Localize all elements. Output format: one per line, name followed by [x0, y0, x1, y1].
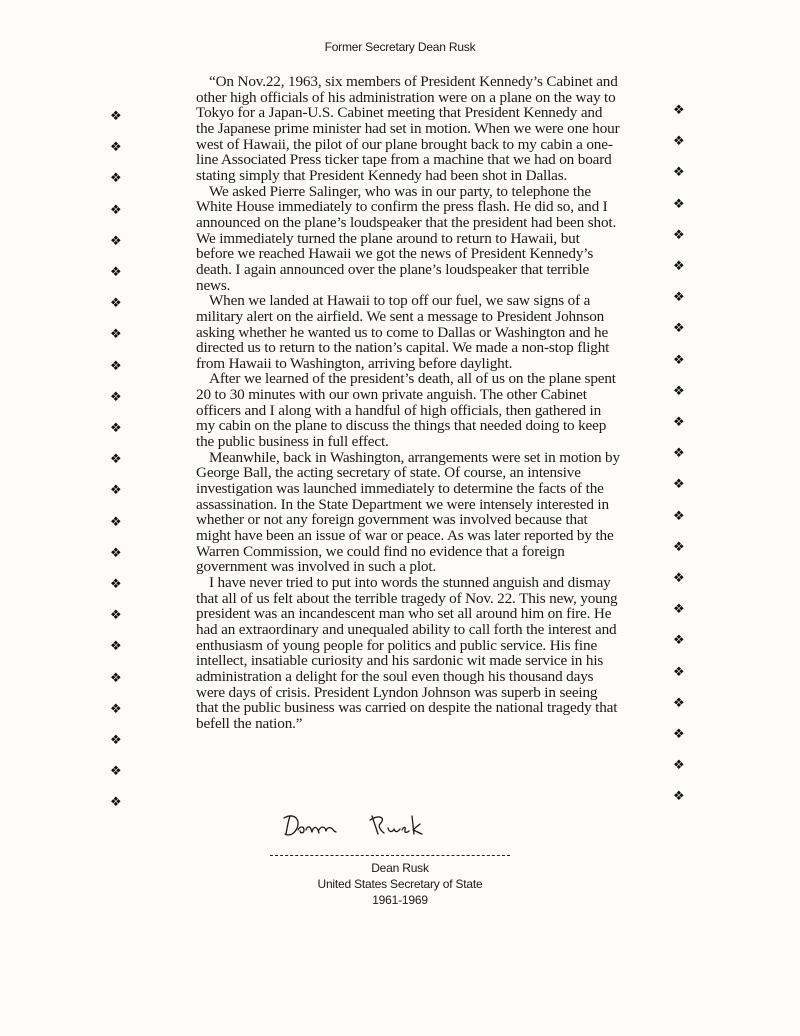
ornament-icon: ❖ — [673, 508, 685, 524]
ornament-icon: ❖ — [110, 233, 122, 249]
ornament-icon: ❖ — [110, 296, 122, 312]
ornament-icon: ❖ — [110, 171, 122, 187]
ornament-icon: ❖ — [673, 227, 685, 243]
ornament-icon: ❖ — [673, 134, 685, 150]
ornament-icon: ❖ — [673, 196, 685, 212]
ornament-icon: ❖ — [110, 452, 122, 468]
ornament-icon: ❖ — [110, 545, 122, 561]
paragraph: When we landed at Hawaii to top off our fuel, we saw signs of a military alert on the airfield. We sent a message to President Johnson asking whether he wanted us to come to Dallas or Washington and he directed us to return to the nation’s capital. We made a non-stop flight from Hawaii to Washington, arriving before daylight. — [196, 292, 610, 372]
ornament-icon: ❖ — [110, 795, 122, 811]
ornament-icon: ❖ — [673, 446, 685, 462]
ornament-icon: ❖ — [110, 483, 122, 499]
ornament-icon: ❖ — [673, 352, 685, 368]
paragraph: “On Nov.22, 1963, six members of President Kennedy’s Cabinet and other high officials of his administration were on a plane on the way to Tokyo for a Japan-U.S. Cabinet meeting that President Kennedy and the Japanese prime minister had set in motion. When we were one hour west of Hawaii, the pilot of our plane brought back to my cabin a one-line Associated Press ticker tape from a machine that we had on board stating simply that President Kennedy had been shot in Dallas. — [196, 73, 620, 184]
paragraph: We asked Pierre Salinger, who was in our party, to telephone the White House immediately to confirm the press flash. He did so, and I announced on the plane’s loudspeaker that the president had been shot. We immediately turned the plane around to return to Hawaii, but before we reached Hawaii we got the news of President Kennedy’s death. I again announced over the plane’s loudspeaker that terrible news. — [196, 182, 617, 294]
ornament-icon: ❖ — [110, 514, 122, 530]
ornament-icon: ❖ — [673, 758, 685, 774]
signer-name: Dean Rusk — [371, 861, 429, 875]
handwritten-signature — [282, 810, 462, 840]
ornament-icon: ❖ — [673, 259, 685, 274]
ornament-icon: ❖ — [673, 664, 685, 680]
signer-title: United States Secretary of State — [317, 877, 483, 891]
ornament-icon: ❖ — [110, 639, 122, 655]
ornament-icon: ❖ — [110, 358, 122, 374]
ornament-icon: ❖ — [673, 321, 685, 337]
ornament-icon: ❖ — [110, 670, 122, 686]
ornament-icon: ❖ — [673, 477, 685, 493]
signer-years: 1961-1969 — [372, 893, 428, 907]
ornament-icon: ❖ — [110, 140, 122, 156]
paragraph: After we learned of the president’s death, all of us on the plane spent 20 to 30 minutes with our own private anguish. The other Cabinet officers and I along with a handful of high officials, then gathered in my cabin on the plane to discuss the things that needed doing to keep the public business in full effect. — [196, 370, 616, 451]
ornament-icon: ❖ — [673, 165, 685, 181]
ornament-icon: ❖ — [673, 602, 685, 618]
ornament-icon: ❖ — [673, 415, 685, 430]
ornament-icon: ❖ — [673, 789, 685, 805]
ornament-icon: ❖ — [673, 571, 685, 586]
ornament-icon: ❖ — [673, 539, 685, 555]
ornament-icon: ❖ — [110, 327, 122, 343]
ornament-icon: ❖ — [673, 103, 685, 118]
paragraph: Meanwhile, back in Washington, arrangements were set in motion by George Ball, the acting secretary of state. Of course, an intensive investigation was launched immediately to determine the facts of the assassination. In the State Department we were intensely interested in whether or not any foreign government was involved because that might have been an issue of war or peace. As was later reported by the Warren Commission, we could find no evidence that a foreign government was involved in such a plot. — [196, 448, 620, 576]
ornament-icon: ❖ — [110, 109, 122, 124]
paragraph: I have never tried to put into words the stunned anguish and dismay that all of us felt about the terrible tragedy of Nov. 22. This new, young president was an incandescent man who set all around him on fire. He had an extraordinary and unequaled ability to call forth the interest and enthusiasm of young people for politics and public service. His fine intellect, insatiable curiosity and his sardonic wit made service in his administration a delight for the soul even though his thousand days were days of crisis. President Lyndon Johnson was superb in seeing that the public business was carried on despite the national tragedy that befell the nation.” — [196, 574, 618, 732]
page-title: Former Secretary Dean Rusk — [324, 40, 476, 54]
statement-body — [196, 74, 620, 732]
ornament-icon: ❖ — [110, 701, 122, 717]
ornament-icon: ❖ — [110, 389, 122, 405]
ornament-icon: ❖ — [673, 383, 685, 399]
ornament-icon: ❖ — [673, 290, 685, 306]
ornament-icon: ❖ — [110, 421, 122, 436]
signature-block — [0, 860, 800, 908]
ornament-icon: ❖ — [673, 727, 685, 742]
ornament-icon: ❖ — [673, 695, 685, 711]
ornament-icon: ❖ — [110, 764, 122, 780]
ornament-icon: ❖ — [110, 265, 122, 280]
signature-line — [270, 855, 510, 856]
ornament-icon: ❖ — [110, 608, 122, 624]
ornament-icon: ❖ — [110, 733, 122, 748]
ornament-icon: ❖ — [110, 202, 122, 218]
ornament-icon: ❖ — [673, 633, 685, 649]
ornament-icon: ❖ — [110, 577, 122, 592]
